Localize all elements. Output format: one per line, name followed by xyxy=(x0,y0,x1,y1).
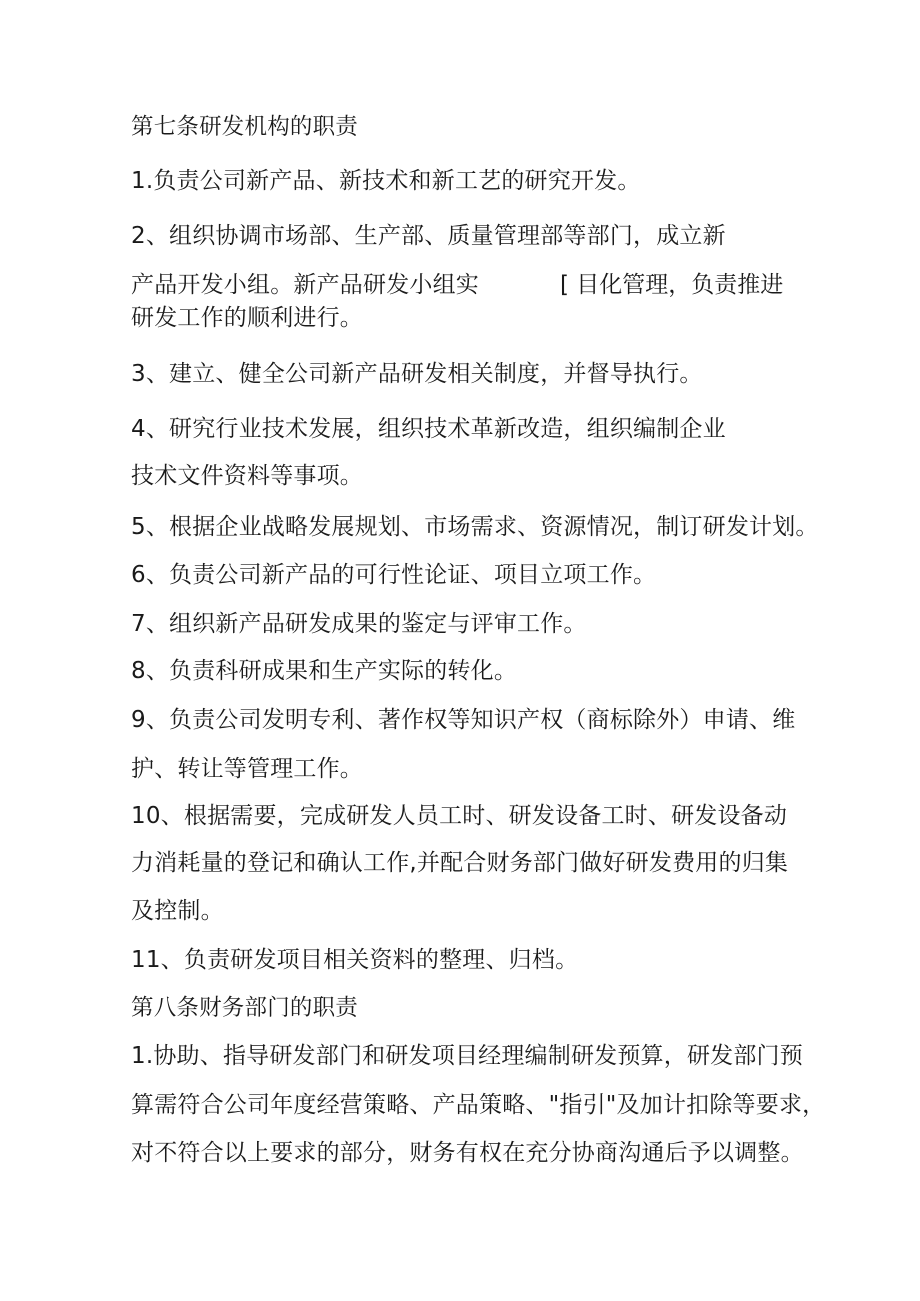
article-7-item-7: 7、组织新产品研发成果的鉴定与评审工作。 xyxy=(131,611,587,637)
article-7-item-10-line-2: 力消耗量的登记和确认工作,并配合财务部门做好研发费用的归集 xyxy=(131,850,789,876)
article-7-item-4-line-1: 4、研究行业技术发展，组织技术革新改造，组织编制企业 xyxy=(131,416,726,442)
article-7-item-6: 6、负责公司新产品的可行性论证、项目立项工作。 xyxy=(131,562,657,588)
article-7-item-2-line-2-right: [ 目化管理，负责推进 xyxy=(560,272,784,298)
article-7-item-2-line-2-left: 产品开发小组。新产品研发小组实 xyxy=(131,272,479,298)
article-8-title: 第八条财务部门的职责 xyxy=(131,995,359,1021)
article-7-item-8: 8、负责科研成果和生产实际的转化。 xyxy=(131,658,518,684)
article-8-item-1-line-3: 对不符合以上要求的部分，财务有权在充分协商沟通后予以调整。 xyxy=(131,1140,804,1166)
article-7-title: 第七条研发机构的职责 xyxy=(131,114,359,140)
article-7-item-10-line-1: 10、根据需要，完成研发人员工时、研发设备工时、研发设备动 xyxy=(131,803,788,829)
article-8-item-1-line-1: 1.协助、指导研发部门和研发项目经理编制研发预算，研发部门预 xyxy=(131,1043,803,1069)
article-7-item-9-line-1: 9、负责公司发明专利、著作权等知识产权（商标除外）申请、维 xyxy=(131,707,796,733)
article-7-item-2-line-1: 2、组织协调市场部、生产部、质量管理部等部门，成立新 xyxy=(131,223,726,249)
article-7-item-9-line-2: 护、转让等管理工作。 xyxy=(131,756,363,782)
article-7-item-10-line-3: 及控制。 xyxy=(131,898,224,924)
article-7-item-2-line-3: 研发工作的顺利进行。 xyxy=(131,305,363,331)
article-8-item-1-line-2: 算需符合公司年度经营策略、产品策略、"指引"及加计扣除等要求， xyxy=(131,1092,826,1118)
article-7-item-5: 5、根据企业战略发展规划、市场需求、资源情况，制订研发计划。 xyxy=(131,514,819,540)
article-7-item-1: 1.负责公司新产品、新技术和新工艺的研究开发。 xyxy=(131,168,641,194)
article-7-item-11: 11、负责研发项目相关资料的整理、归档。 xyxy=(131,947,579,973)
article-7-item-4-line-2: 技术文件资料等事项。 xyxy=(131,463,363,489)
article-7-item-3: 3、建立、健全公司新产品研发相关制度，并督导执行。 xyxy=(131,361,703,387)
